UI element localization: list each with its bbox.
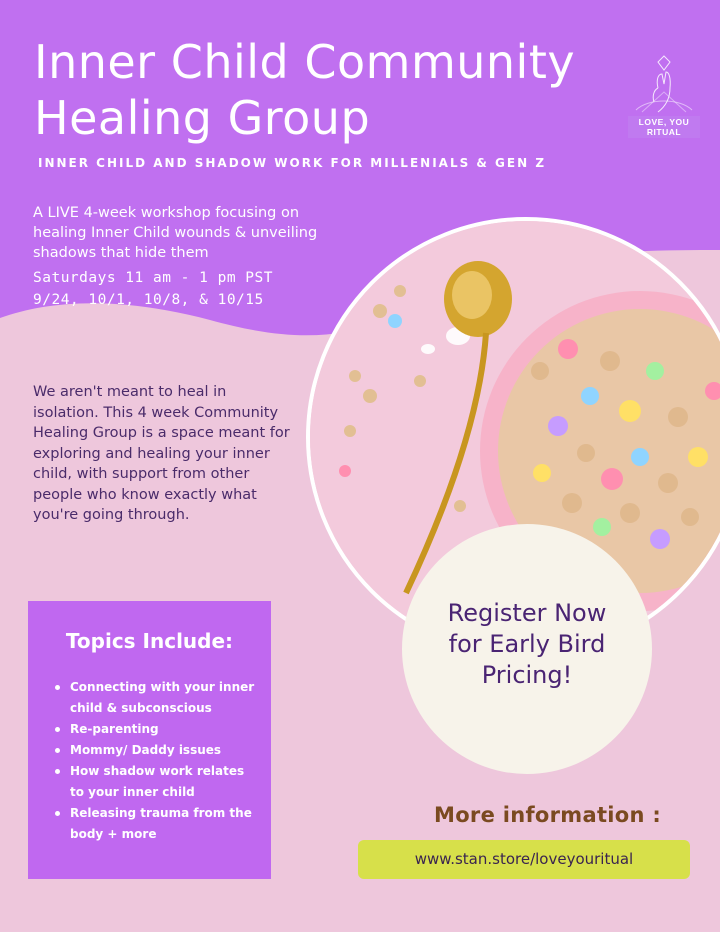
title-line-2: Healing Group (34, 91, 371, 145)
topics-title: Topics Include: (65, 629, 234, 653)
body-description: We aren't meant to heal in isolation. This 4 week Community Healing Group is a space meant for exploring and healing your inner child, with support from other people who know exactly what you're going through. (33, 384, 290, 523)
intro-line-1: A LIVE 4-week workshop focusing on (33, 205, 300, 221)
topics-box (28, 601, 271, 879)
register-cta[interactable] (402, 598, 652, 691)
intro-line-2: healing Inner Child wounds & unveiling (33, 225, 318, 241)
logo-label-line-2: RITUAL (646, 127, 682, 137)
logo-label (628, 116, 700, 138)
schedule (33, 267, 273, 311)
cta-line-3: Pricing! (481, 661, 573, 689)
topic-item: Mommy/ Daddy issues (52, 740, 260, 761)
topic-item: Releasing trauma from the body + more (52, 803, 260, 845)
schedule-time: Saturdays 11 am - 1 pm PST (33, 270, 273, 286)
topic-item: Connecting with your inner child & subconscious (52, 677, 260, 719)
schedule-dates: 9/24, 10/1, 10/8, & 10/15 (33, 292, 264, 308)
logo-label-line-1: LOVE, YOU (638, 117, 690, 127)
cta-line-1: Register Now (447, 599, 607, 627)
more-information-label: More information : (434, 803, 662, 827)
cta-line-2: for Early Bird (448, 630, 606, 658)
website-link[interactable]: www.stan.store/loveyouritual (358, 840, 690, 879)
intro-description (33, 203, 343, 263)
topic-item: Re-parenting (52, 719, 260, 740)
page-title (34, 34, 575, 146)
title-line-1: Inner Child Community (34, 35, 576, 89)
topics-list (52, 677, 260, 845)
subtitle: INNER CHILD AND SHADOW WORK FOR MILLENIALS & GEN Z (38, 156, 547, 170)
topic-item: How shadow work relates to your inner child (52, 761, 260, 803)
intro-line-3: shadows that hide them (33, 245, 209, 261)
